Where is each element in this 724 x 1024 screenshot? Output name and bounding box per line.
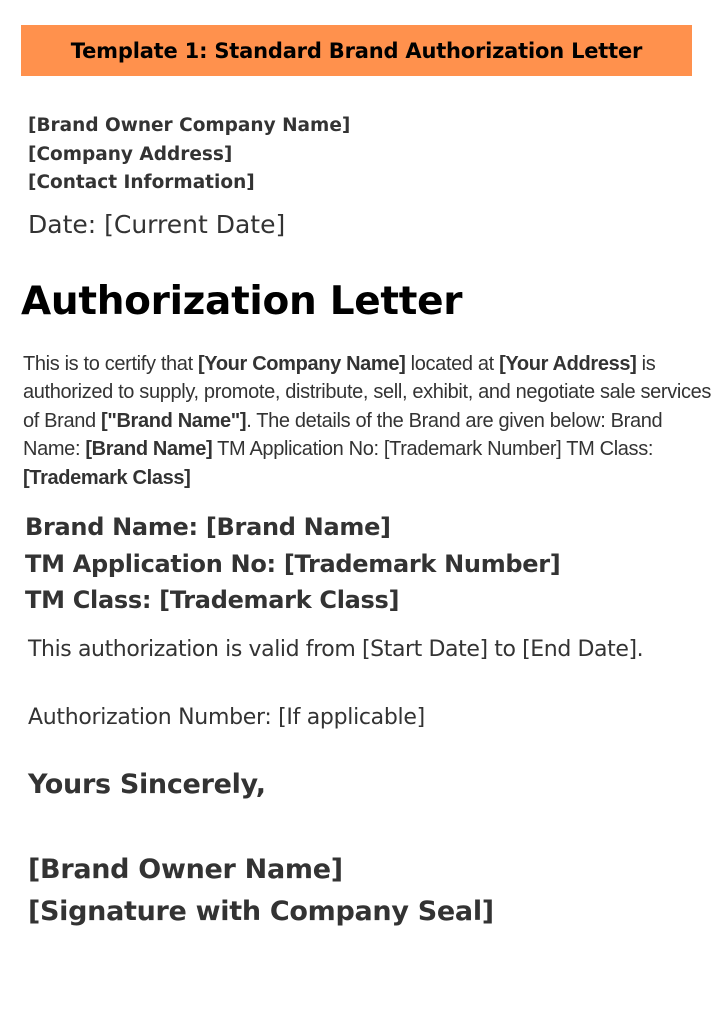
sender-company-address: [Company Address] — [28, 143, 233, 165]
trademark-class-placeholder: [Trademark Class] — [23, 466, 191, 489]
signature-block — [28, 849, 494, 933]
template-title-banner — [21, 25, 692, 76]
body-text: TM Application No: [Trademark Number] TM Class: — [212, 438, 654, 461]
letter-body-paragraph — [23, 350, 713, 492]
sender-contact-information: [Contact Information] — [28, 172, 255, 193]
brand-name-quoted-placeholder: ["Brand Name"] — [101, 409, 247, 432]
body-text: This is to certify that — [23, 353, 198, 375]
sender-address-block — [28, 112, 350, 198]
your-company-name-placeholder: [Your Company Name] — [198, 353, 406, 375]
tm-application-detail: TM Application No: [Trademark Number] — [25, 549, 561, 578]
body-text: . The details of the Brand are given below: Brand Name: — [23, 409, 663, 461]
brand-owner-name: [Brand Owner Name] — [28, 854, 343, 885]
letter-date: Date: [Current Date] — [28, 210, 286, 239]
authorization-number: Authorization Number: [If applicable] — [28, 705, 425, 730]
body-text: located at — [405, 353, 500, 375]
sender-company-name: [Brand Owner Company Name] — [28, 115, 351, 136]
brand-name-placeholder: [Brand Name] — [85, 438, 213, 461]
body-text: is authorized to supply, promote, distribute, sell, exhibit, and negotiate sale services of Brand — [23, 353, 712, 432]
tm-class-detail: TM Class: [Trademark Class] — [25, 586, 400, 614]
your-address-placeholder: [Your Address] — [499, 353, 637, 375]
brand-details-block — [25, 509, 560, 619]
brand-name-detail: Brand Name: [Brand Name] — [25, 513, 391, 541]
signature-with-seal: [Signature with Company Seal] — [28, 896, 494, 927]
closing-salutation: Yours Sincerely, — [28, 769, 266, 800]
letter-title: Authorization Letter — [21, 279, 463, 324]
validity-statement: This authorization is valid from [Start Date] to [End Date]. — [28, 637, 644, 662]
template-title: Template 1: Standard Brand Authorization Letter — [70, 38, 643, 63]
